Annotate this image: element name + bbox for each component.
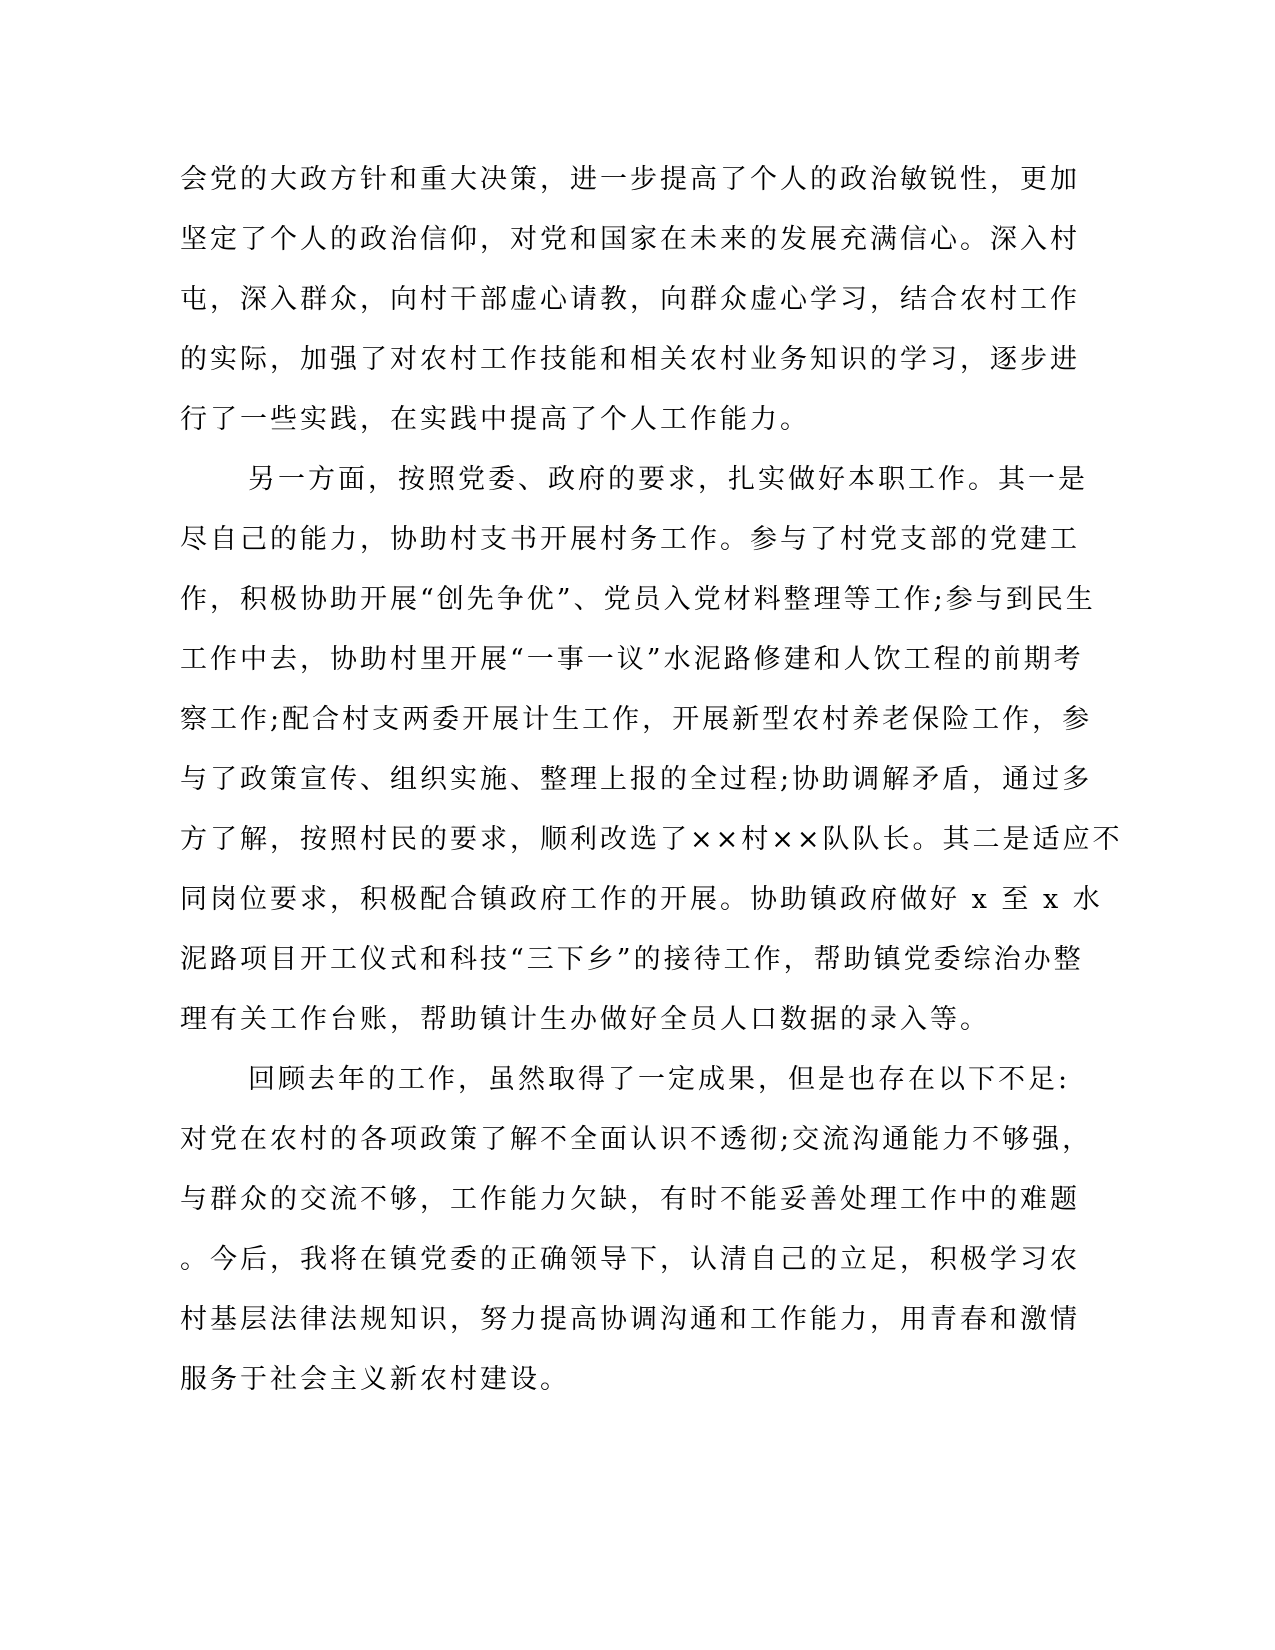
- paragraph-3-line-2: 对党在农村的各项政策了解不全面认识不透彻;交流沟通能力不够强，: [180, 1124, 1093, 1155]
- paragraph-1-line-2: 坚定了个人的政治信仰，对党和国家在未来的发展充满信心。深入村: [180, 224, 1080, 255]
- paragraph-2-line-3: 作，积极协助开展“创先争优”、党员入党材料整理等工作;参与到民生: [180, 584, 1096, 615]
- paragraph-2-line-10: 理有关工作台账，帮助镇计生办做好全员人口数据的录入等。: [180, 1004, 990, 1035]
- paragraph-3-line-4: 。今后，我将在镇党委的正确领导下，认清自己的立足，积极学习农: [180, 1244, 1080, 1275]
- paragraph-2-line-7: 方了解，按照村民的要求，顺利改选了××村××队队长。其二是适应不: [180, 824, 1123, 855]
- paragraph-1-line-3: 屯，深入群众，向村干部虚心请教，向群众虚心学习，结合农村工作: [180, 284, 1080, 315]
- paragraph-2-line-9: 泥路项目开工仪式和科技“三下乡”的接待工作，帮助镇党委综治办整: [180, 944, 1084, 975]
- paragraph-2-line-8: 同岗位要求，积极配合镇政府工作的开展。协助镇政府做好 x 至 x 水: [180, 884, 1103, 915]
- paragraph-3-line-5: 村基层法律法规知识，努力提高协调沟通和工作能力，用青春和激情: [180, 1304, 1080, 1335]
- paragraph-3-line-3: 与群众的交流不够，工作能力欠缺，有时不能妥善处理工作中的难题: [180, 1184, 1080, 1215]
- paragraph-3-line-1: 回顾去年的工作，虽然取得了一定成果，但是也存在以下不足:: [248, 1064, 1071, 1095]
- document-body: [180, 150, 1123, 1410]
- paragraph-3-line-6: 服务于社会主义新农村建设。: [180, 1364, 570, 1395]
- paragraph-2-line-1: 另一方面，按照党委、政府的要求，扎实做好本职工作。其一是: [248, 464, 1088, 495]
- paragraph-2-line-6: 与了政策宣传、组织实施、整理上报的全过程;协助调解矛盾，通过多: [180, 764, 1093, 795]
- paragraph-1-line-4: 的实际，加强了对农村工作技能和相关农村业务知识的学习，逐步进: [180, 344, 1080, 375]
- paragraph-2-line-2: 尽自己的能力，协助村支书开展村务工作。参与了村党支部的党建工: [180, 524, 1080, 555]
- paragraph-1-line-5: 行了一些实践，在实践中提高了个人工作能力。: [180, 404, 810, 435]
- paragraph-1-line-1: 会党的大政方针和重大决策，进一步提高了个人的政治敏锐性，更加: [180, 164, 1080, 195]
- paragraph-2-line-4: 工作中去，协助村里开展“一事一议”水泥路修建和人饮工程的前期考: [180, 644, 1084, 675]
- paragraph-2-line-5: 察工作;配合村支两委开展计生工作，开展新型农村养老保险工作，参: [180, 704, 1093, 735]
